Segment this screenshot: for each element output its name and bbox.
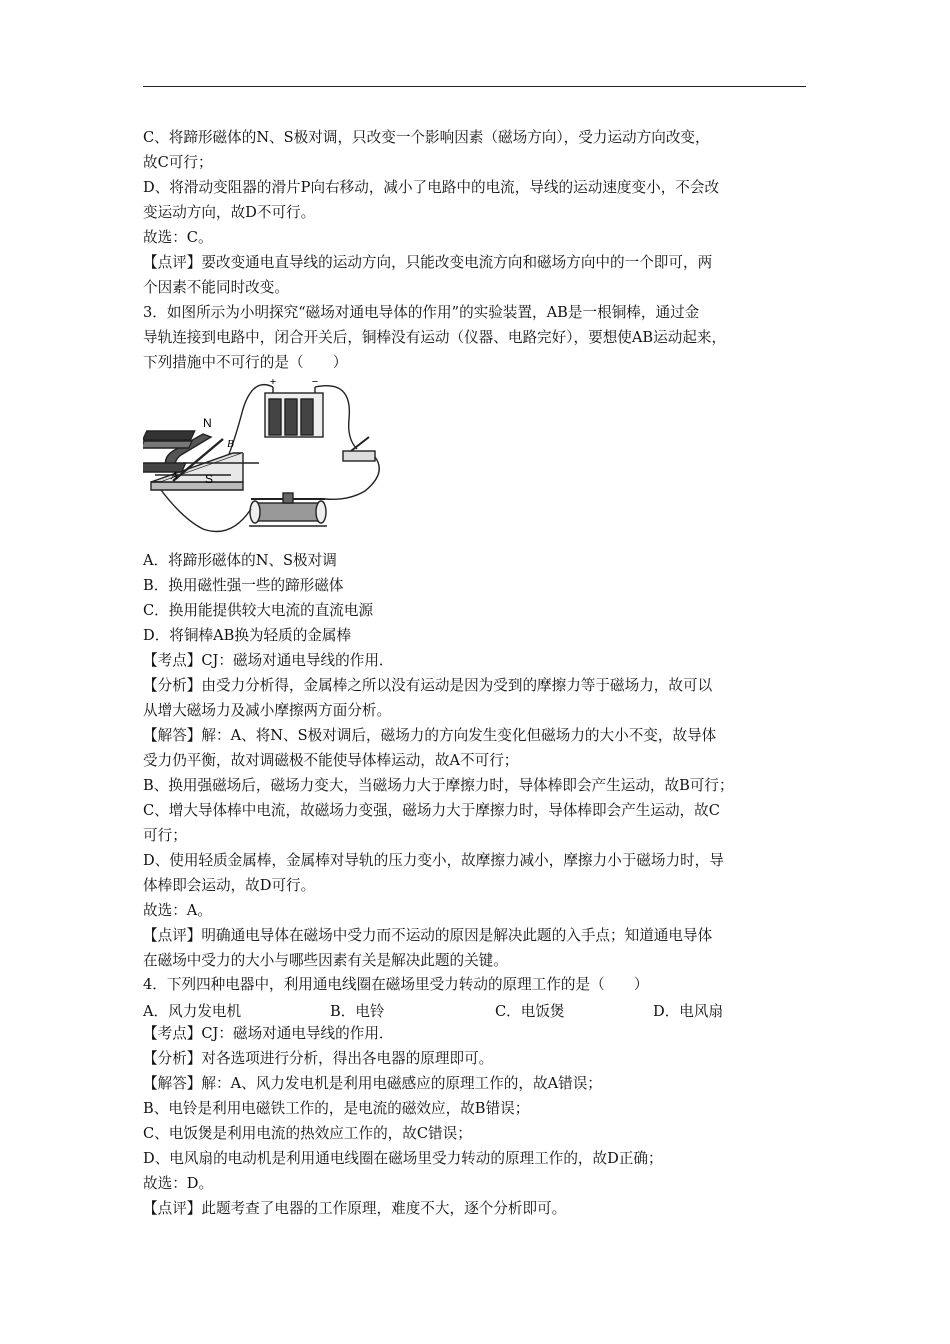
text-line: 【分析】由受力分析得，金属棒之所以没有运动是因为受到的摩擦力等于磁场力，故可以 (143, 677, 713, 694)
text-line: C、增大导体棒中电流，故磁场力变强，磁场力大于摩擦力时，导体棒即会产生运动，故C (143, 802, 720, 819)
header-rule (143, 86, 806, 87)
text-line: 【解答】解：A、将N、S极对调后，磁场力的方向发生变化但磁场力的大小不变，故导体 (143, 727, 717, 744)
question-4-stem: 4．下列四种电器中，利用通电线圈在磁场里受力转动的原理工作的是（ ） (143, 976, 649, 993)
q4-option-a: A．风力发电机 (143, 1003, 242, 1020)
text-line: 可行； (143, 827, 187, 844)
text-line: 【考点】CJ：磁场对通电导线的作用． (143, 652, 394, 669)
magnet-s-label: S (205, 472, 214, 486)
text-line: 受力仍平衡，故对调磁极不能使导体棒运动，故A不可行； (143, 752, 519, 769)
experiment-apparatus-figure (143, 379, 393, 542)
text-line: 故选：C。 (143, 229, 213, 246)
text-line: 变运动方向，故D不可行。 (143, 204, 316, 221)
text-line: B、电铃是利用电磁铁工作的，是电流的磁效应，故B错误； (143, 1100, 530, 1117)
text-line: 故C可行； (143, 154, 213, 171)
text-line: C、将蹄形磁体的N、S极对调，只改变一个影响因素（磁场方向），受力运动方向改变， (143, 129, 710, 146)
text-line: D、将滑动变阻器的滑片P向右移动，减小了电路中的电流，导线的运动速度变小，不会改 (143, 179, 720, 196)
rod-b-label: B (227, 438, 234, 450)
text-line: D、使用轻质金属棒，金属棒对导轨的压力变小，故摩擦力减小，摩擦力小于磁场力时，导 (143, 852, 724, 869)
option-b: B．换用磁性强一些的蹄形磁体 (143, 577, 344, 594)
text-line: 在磁场中受力的大小与哪些因素有关是解决此题的关键。 (143, 952, 508, 969)
text-line: 【点评】要改变通电直导线的运动方向，只能改变电流方向和磁场方向中的一个即可，两 (143, 254, 713, 271)
minus-label: − (311, 379, 319, 388)
magnet-n-label: N (203, 416, 212, 430)
text-line: 个因素不能同时改变。 (143, 279, 289, 296)
text-line: 从增大磁场力及减小摩擦两方面分析。 (143, 702, 392, 719)
text-line: B、换用强磁场后，磁场力变大，当磁场力大于摩擦力时，导体棒即会产生运动，故B可行； (143, 777, 734, 794)
option-c: C．换用能提供较大电流的直流电源 (143, 602, 374, 619)
text-line: 【点评】此题考查了电器的工作原理，难度不大，逐个分析即可。 (143, 1200, 567, 1217)
text-line: 【点评】明确通电导体在磁场中受力而不运动的原因是解决此题的入手点；知道通电导体 (143, 927, 713, 944)
q4-option-c: C．电饭煲 (495, 1003, 565, 1020)
q4-option-d: D．电风扇 (653, 1003, 724, 1020)
q4-option-b: B．电铃 (330, 1003, 385, 1020)
option-d: D．将铜棒AB换为轻质的金属棒 (143, 627, 352, 644)
text-line: 体棒即会运动，故D可行。 (143, 877, 316, 894)
option-a: A．将蹄形磁体的N、S极对调 (143, 552, 337, 569)
text-line: C、电饭煲是利用电流的热效应工作的，故C错误； (143, 1125, 472, 1142)
question-3-stem: 下列措施中不可行的是（ ） (143, 354, 348, 371)
text-line: 【考点】CJ：磁场对通电导线的作用． (143, 1025, 394, 1042)
text-line: 【分析】对各选项进行分析，得出各电器的原理即可。 (143, 1050, 494, 1067)
text-line: 故选：D。 (143, 1175, 214, 1192)
text-line: 故选：A。 (143, 902, 212, 919)
rod-a-label: A (171, 470, 178, 482)
question-3-stem: 导轨连接到电路中，闭合开关后，铜棒没有运动（仪器、电路完好），要想使AB运动起来， (143, 329, 727, 346)
plus-label: + (269, 379, 277, 388)
text-line: D、电风扇的电动机是利用通电线圈在磁场里受力转动的原理工作的，故D正确； (143, 1150, 663, 1167)
text-line: 【解答】解：A、风力发电机是利用电磁感应的原理工作的，故A错误； (143, 1075, 602, 1092)
question-3-stem: 3．如图所示为小明探究“磁场对通电导体的作用”的实验装置，AB是一根铜棒，通过金 (143, 304, 700, 321)
